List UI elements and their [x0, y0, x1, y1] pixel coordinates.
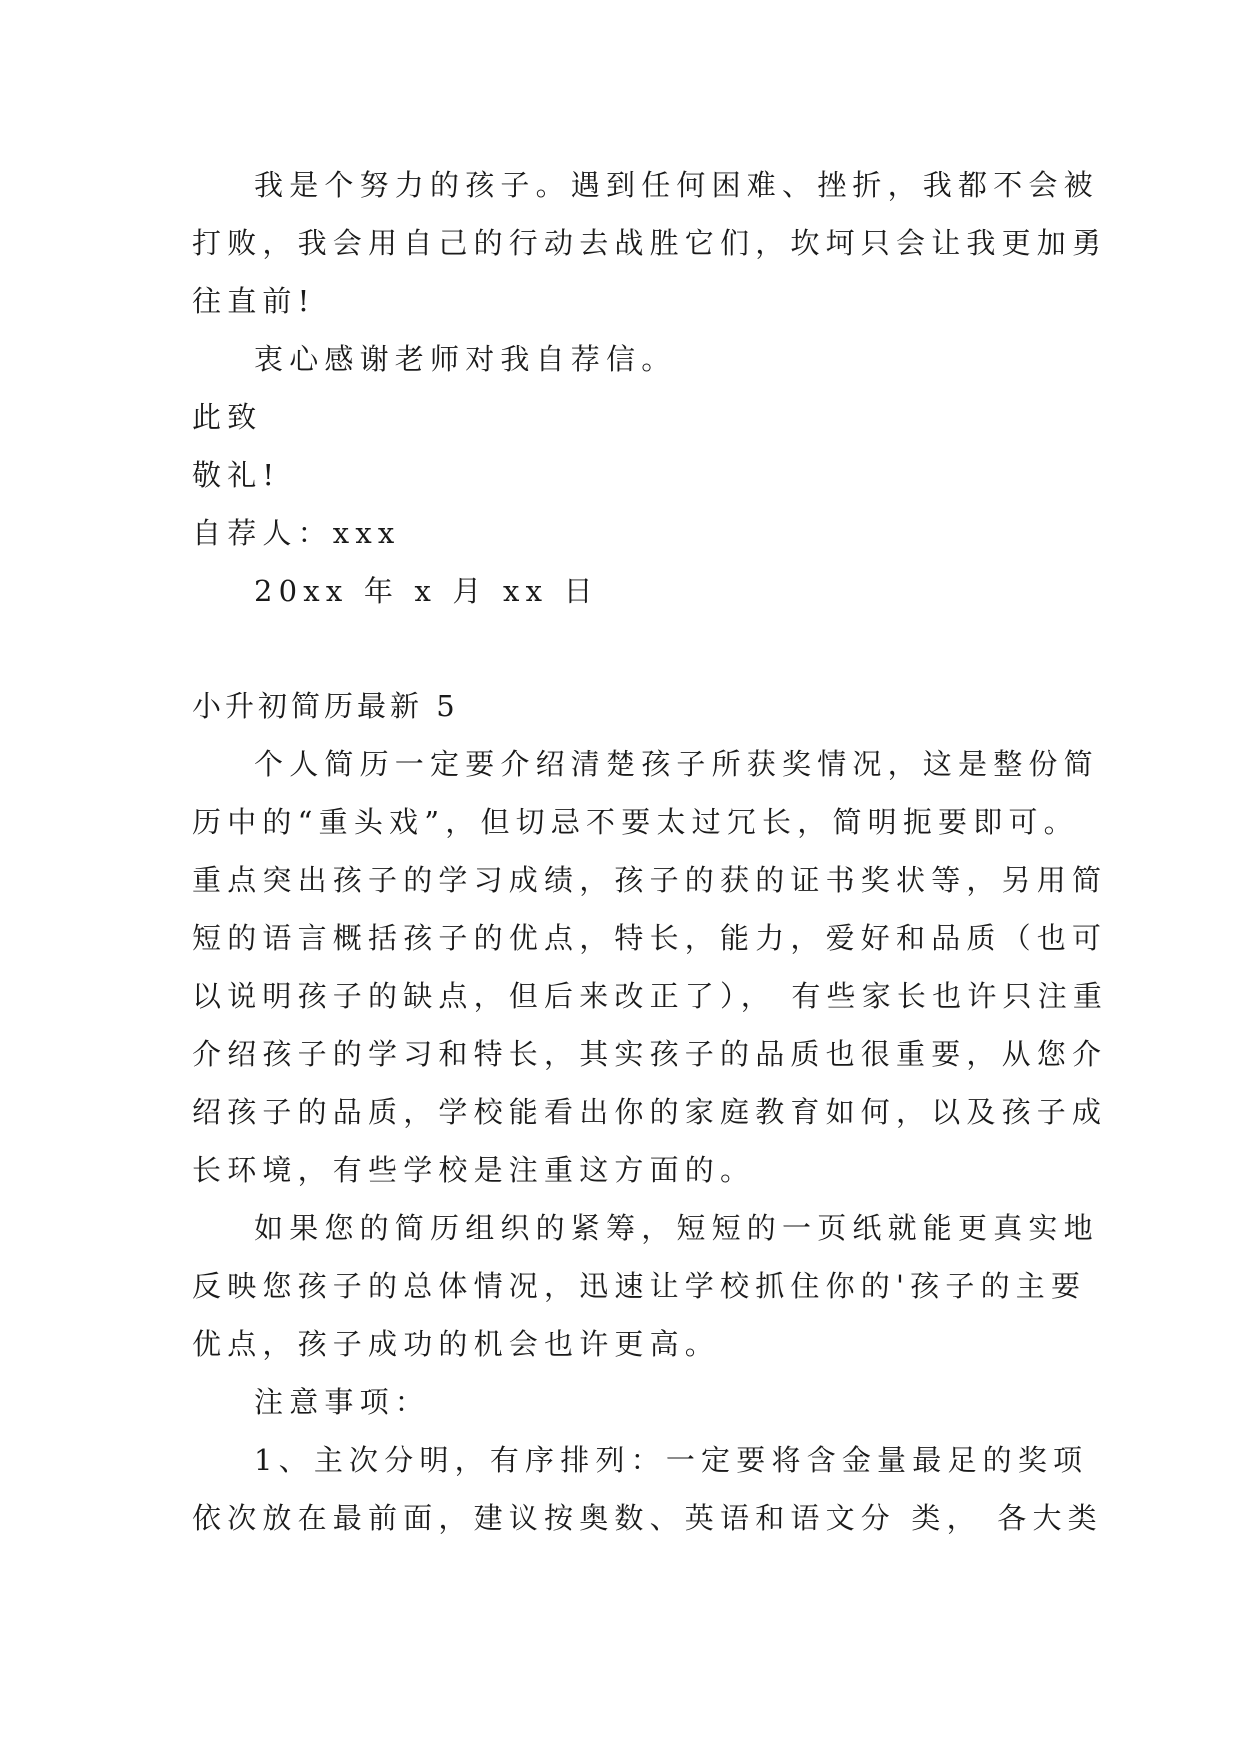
paragraph-line: 短的语言概括孩子的优点，特长，能力，爱好和品质（也可	[192, 921, 1108, 955]
paragraph-line: 如果您的简历组织的紧筹，短短的一页纸就能更真实地	[254, 1211, 1099, 1245]
closing-line-1: 此致	[192, 400, 263, 434]
paragraph-line: 打败，我会用自己的行动去战胜它们，坎坷只会让我更加勇	[192, 226, 1108, 260]
list-item-line: 1、主次分明，有序排列：一定要将含金量最足的奖项	[254, 1443, 1089, 1477]
paragraph-line: 历中的“重头戏”，但切忌不要太过冗长，简明扼要即可。	[192, 805, 1079, 839]
signer-line: 自荐人：xxx	[192, 516, 401, 550]
paragraph-line: 反映您孩子的总体情况，迅速让学校抓住你的'孩子的主要	[192, 1269, 1087, 1303]
list-item-line: 依次放在最前面，建议按奥数、英语和语文分 类， 各大类	[192, 1501, 1103, 1535]
notes-heading: 注意事项：	[254, 1385, 431, 1419]
paragraph-line: 以说明孩子的缺点，但后来改正了）， 有些家长也许只注重	[192, 979, 1109, 1013]
date-line: 20xx 年 x 月 xx 日	[254, 574, 599, 608]
paragraph-line: 个人简历一定要介绍清楚孩子所获奖情况，这是整份简	[254, 747, 1099, 781]
paragraph-line: 我是个努力的孩子。遇到任何困难、挫折，我都不会被	[254, 168, 1099, 202]
paragraph-line: 长环境，有些学校是注重这方面的。	[192, 1153, 756, 1187]
paragraph-line: 绍孩子的品质，学校能看出你的家庭教育如何，以及孩子成	[192, 1095, 1108, 1129]
closing-line-2: 敬礼!	[192, 458, 281, 492]
paragraph-line: 重点突出孩子的学习成绩，孩子的获的证书奖状等，另用简	[192, 863, 1108, 897]
section-title: 小升初简历最新 5	[192, 689, 459, 723]
paragraph-line: 优点，孩子成功的机会也许更高。	[192, 1327, 721, 1361]
paragraph-line: 介绍孩子的学习和特长，其实孩子的品质也很重要，从您介	[192, 1037, 1108, 1071]
thanks-line: 衷心感谢老师对我自荐信。	[254, 342, 677, 376]
paragraph-line: 往直前!	[192, 284, 316, 318]
